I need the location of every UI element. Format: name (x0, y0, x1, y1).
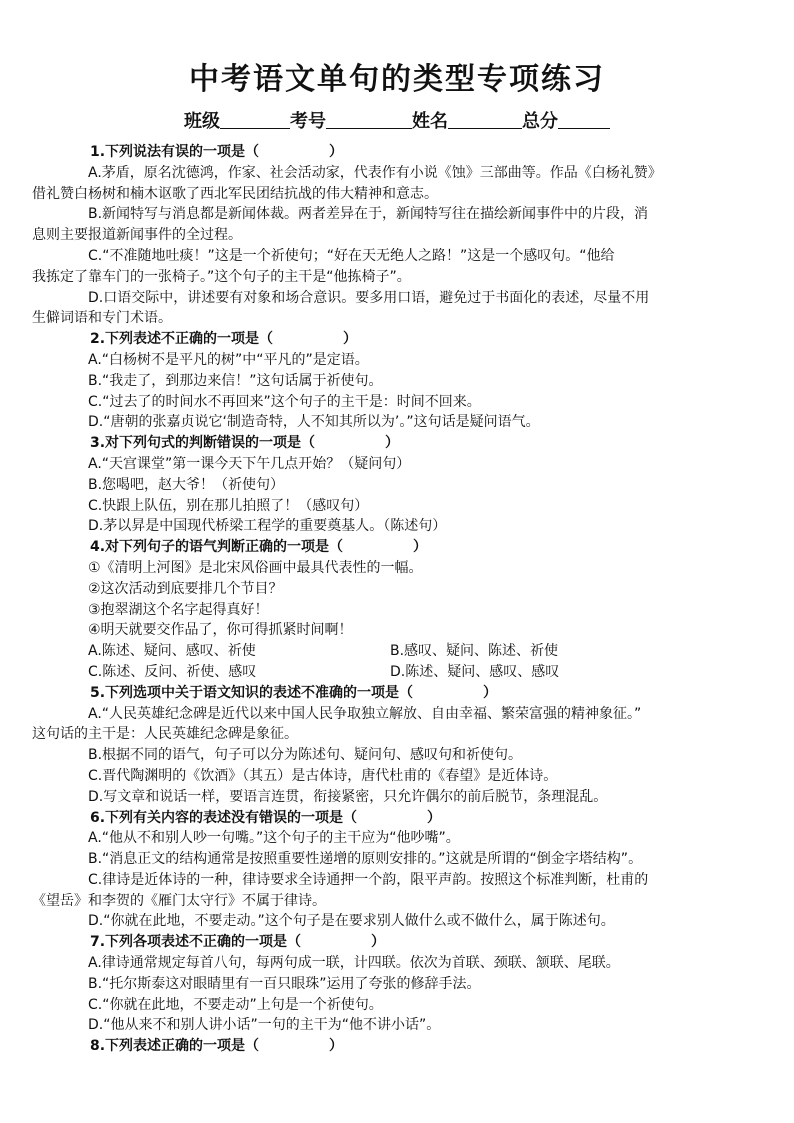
question-stem: 8.下列表述正确的一项是（ ） (90, 1038, 344, 1055)
question-5 (32, 683, 746, 808)
option-text: A.“天宫课堂”第一课今天下午几点开始？（疑问句） (88, 455, 411, 472)
option-text: C.晋代陶渊明的《饮酒》（其五）是古体诗，唐代杜甫的《春望》是近体诗。 (88, 767, 558, 784)
student-info-line (48, 108, 746, 136)
question-7 (88, 932, 746, 1036)
option-text: A.“白杨树不是平凡的树”中“平凡的”是定语。 (88, 351, 369, 368)
option-text: C.“过去了的时间水不再回来”这个句子的主干是：时间不回来。 (88, 393, 481, 410)
choice-b: B.感叹、疑问、陈述、祈使 (390, 643, 559, 660)
option-text: 我拣定了靠车门的一张椅子。”这个句子的主干是“他拣椅子”。 (32, 268, 411, 285)
name-label: 姓名 (412, 111, 448, 132)
option-text: D.“你就在此地，不要走动。”这个句子是在要求别人做什么或不做什么，属于陈述句。 (88, 913, 615, 930)
question-stem: 2.下列表述不正确的一项是（ ） (90, 331, 358, 348)
sentence-text: ④明天就要交作品了，你可得抓紧时间啊！ (88, 622, 353, 639)
choice-d: D.陈述、疑问、感叹、感叹 (390, 663, 560, 680)
question-stem: 7.下列各项表述不正确的一项是（ ） (90, 934, 386, 951)
page-title: 中考语文单句的类型专项练习 (189, 62, 605, 97)
option-text: D.口语交际中，讲述要有对象和场合意识。要多用口语，避免过于书面化的表述，尽量不用 (88, 289, 650, 306)
option-text: C.“你就在此地，不要走动”上句是一个祈使句。 (88, 996, 383, 1013)
class-label: 班级 (184, 111, 220, 132)
option-text: A.“人民英雄纪念碑是近代以来中国人民争取独立解放、自由幸福、繁荣富强的精神象征。” (88, 705, 642, 722)
question-8 (88, 1036, 746, 1057)
name-blank[interactable] (448, 110, 522, 129)
exam-no-blank[interactable] (326, 110, 412, 129)
question-4 (88, 537, 746, 683)
score-label: 总分 (522, 111, 558, 132)
option-text: D.茅以昇是中国现代桥梁工程学的重要奠基人。（陈述句） (88, 518, 447, 535)
sentence-text: ③抱翠湖这个名字起得真好！ (88, 601, 269, 618)
option-text: C.“不准随地吐痰！”这是一个祈使句；“好在天无绝人之路！”这是一个感叹句。“他给 (88, 247, 615, 264)
option-text: C.律诗是近体诗的一种，律诗要求全诗通押一个韵，限平声韵。按照这个标准判断，杜甫的 (88, 871, 649, 888)
option-text: 借礼赞白杨树和楠木讴歌了西北军民团结抗战的伟大精神和意志。 (32, 185, 438, 202)
option-text: A.律诗通常规定每首八句，每两句成一联，计四联。依次为首联、颈联、颔联、尾联。 (88, 955, 620, 972)
option-text: B.您喝吧，赵大爷！（祈使句） (88, 476, 285, 493)
question-2 (88, 329, 746, 433)
option-text: D.写文章和说话一样，要语言连贯，衔接紧密，只允许偶尔的前后脱节，条理混乱。 (88, 788, 608, 805)
question-6 (32, 808, 746, 933)
choice-c: C.陈述、反问、祈使、感叹 (88, 663, 257, 680)
option-text: A.“他从不和别人吵一句嘴。”这个句子的主干应为“他吵嘴”。 (88, 830, 460, 847)
choice-a: A.陈述、疑问、感叹、祈使 (88, 643, 256, 660)
option-text: 息则主要报道新闻事件的全过程。 (32, 227, 242, 244)
option-text: 这句话的主干是：人民英雄纪念碑是象征。 (32, 726, 298, 743)
score-blank[interactable] (558, 110, 610, 129)
sentence-text: ②这次活动到底要排几个节目？ (88, 580, 283, 597)
option-text: 《望岳》和李贺的《雁门太守行》不属于律诗。 (32, 892, 326, 909)
sentence-text: ①《清明上河图》是北宋风俗画中最具代表性的一幅。 (88, 559, 423, 576)
class-blank[interactable] (220, 110, 290, 129)
option-text: B.新闻特写与消息都是新闻体裁。两者差异在于，新闻特写往在描绘新闻事件中的片段，消 (88, 206, 649, 223)
option-text: C.快跟上队伍，别在那儿拍照了！（感叹句） (88, 497, 369, 514)
option-text: 生僻词语和专门术语。 (32, 310, 172, 327)
choice-row (88, 641, 746, 662)
option-text: B.根据不同的语气，句子可以分为陈述句、疑问句、感叹句和祈使句。 (88, 747, 523, 764)
option-text: B.“托尔斯泰这对眼睛里有一百只眼珠”运用了夸张的修辞手法。 (88, 975, 481, 992)
question-stem: 6.下列有关内容的表述没有错误的一项是（ ） (90, 809, 442, 826)
question-3 (88, 433, 746, 537)
choice-row (88, 662, 746, 683)
option-text: A.茅盾，原名沈德鸿，作家、社会活动家，代表作有小说《蚀》三部曲等。作品《白杨礼赞》 (88, 164, 662, 181)
option-text: D.“唐朝的张嘉贞说它‘制造奇特，人不知其所以为’。”这句话是疑问语气。 (88, 414, 540, 431)
option-text: D.“他从来不和别人讲小话”一句的主干为“他不讲小话”。 (88, 1017, 441, 1034)
question-stem: 3.对下列句式的判断错误的一项是（ ） (90, 435, 400, 452)
exam-no-label: 考号 (290, 111, 326, 132)
question-stem: 5.下列选项中关于语文知识的表述不准确的一项是（ ） (90, 684, 498, 701)
question-1 (32, 142, 746, 329)
question-stem: 1.下列说法有误的一项是（ ） (90, 144, 344, 160)
question-stem: 4.对下列句子的语气判断正确的一项是（ ） (90, 539, 428, 556)
option-text: B.“我走了，到那边来信！”这句话属于祈使句。 (88, 372, 383, 389)
option-text: B.“消息正文的结构通常是按照重要性递增的原则安排的。”这就是所谓的“倒金字塔结构”。 (88, 851, 643, 868)
